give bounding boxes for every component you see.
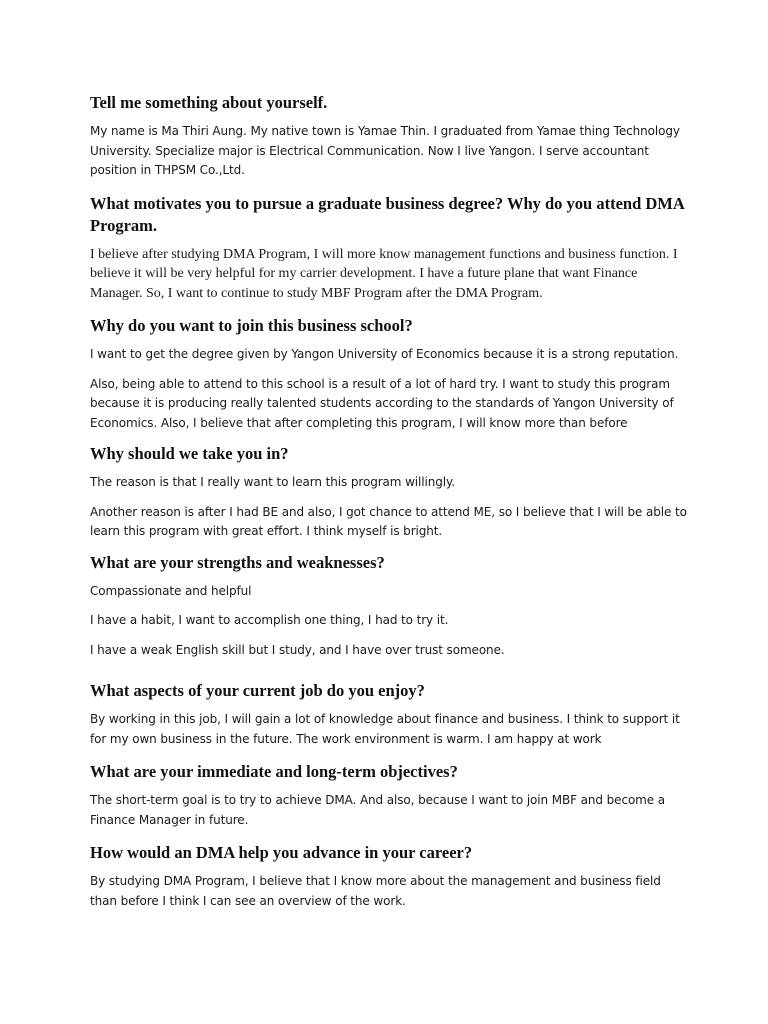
answer-paragraph: Compassionate and helpful xyxy=(90,583,252,598)
answer-paragraph: The reason is that I really want to learn this program willingly. xyxy=(90,475,456,489)
question-heading: What motivates you to pursue a graduate business degree? Why do you attend DMA Program. xyxy=(90,193,684,235)
answer-paragraph: I want to get the degree given by Yangon University of Economics because it is a strong reputation. xyxy=(90,347,679,361)
answer-paragraph: Also, being able to attend to this school is a result of a lot of hard try. I want to study this program because it is producing really talented students according to the standards of Yangon University of Economics. Also, I believe that after completing this program, I will know more than before xyxy=(90,376,674,430)
question-heading: Why should we take you in? xyxy=(90,444,289,463)
question-heading: What aspects of your current job do you enjoy? xyxy=(90,681,425,700)
answer-paragraph: I believe after studying DMA Program, I will more know management functions and business function. I believe it will be very helpful for my carrier development. I have a future plane that want Finance Manager. So, I want to continue to study MBF Program after the DMA Program. xyxy=(90,246,678,301)
section-career-advance xyxy=(90,842,690,911)
question-heading: What are your immediate and long-term objectives? xyxy=(90,762,458,781)
document-page xyxy=(90,92,690,923)
section-take-you-in xyxy=(90,443,690,542)
section-current-job xyxy=(90,680,690,749)
answer-paragraph: Another reason is after I had BE and also, I got chance to attend ME, so I believe that I will be able to learn this program with great effort. I think myself is bright. xyxy=(90,504,687,538)
answer-paragraph: The short-term goal is to try to achieve DMA. And also, because I want to join MBF and become a Finance Manager in future. xyxy=(90,793,666,827)
section-strengths-weaknesses xyxy=(90,552,690,661)
answer-paragraph: I have a weak English skill but I study, and I have over trust someone. xyxy=(90,642,505,657)
answer-paragraph: My name is Ma Thiri Aung. My native town is Yamae Thin. I graduated from Yamae thing Technology University. Specialize major is Electrical Communication. Now I live Yangon. I serve accountant position in THPSM Co.,Ltd. xyxy=(90,124,680,177)
question-heading: Tell me something about yourself. xyxy=(90,93,328,112)
question-heading: What are your strengths and weaknesses? xyxy=(90,552,385,572)
section-join-school xyxy=(90,315,690,433)
question-heading: Why do you want to join this business school? xyxy=(90,316,413,335)
section-objectives xyxy=(90,761,690,830)
section-motivation xyxy=(90,193,690,304)
question-heading: How would an DMA help you advance in your career? xyxy=(90,843,473,862)
answer-paragraph: I have a habit, I want to accomplish one thing, I had to try it. xyxy=(90,613,449,627)
answer-paragraph: By studying DMA Program, I believe that I know more about the management and business field than before I think I can see an overview of the work. xyxy=(90,874,661,908)
section-about-yourself xyxy=(90,92,690,181)
answer-paragraph: By working in this job, I will gain a lot of knowledge about finance and business. I think to support it for my own business in the future. The work environment is warm. I am happy at work xyxy=(90,712,680,746)
